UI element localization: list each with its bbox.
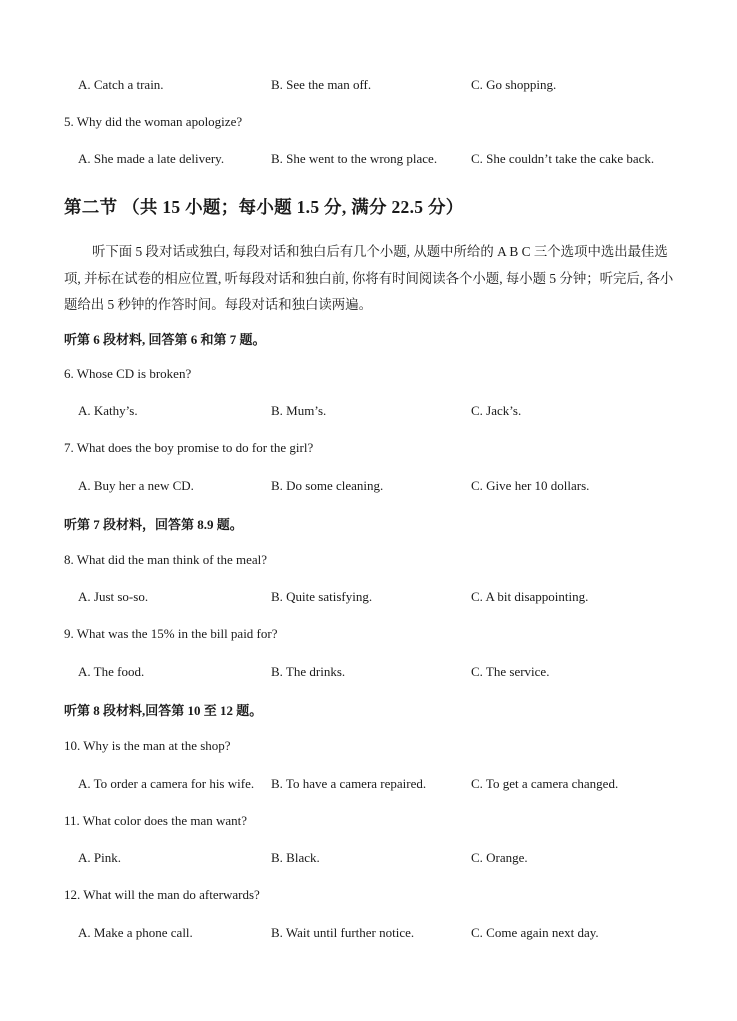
option-c: C. Orange.	[471, 850, 528, 865]
option-a: A. Pink.	[78, 850, 121, 865]
question-9: 9. What was the 15% in the bill paid for?	[64, 626, 278, 641]
question-12: 12. What will the man do afterwards?	[64, 887, 260, 902]
option-c: C. Come again next day.	[471, 925, 599, 940]
question-7: 7. What does the boy promise to do for the girl?	[64, 440, 314, 455]
section-title: 第二节 （共 15 小题；每小题 1.5 分, 满分 22.5 分）	[64, 197, 464, 217]
instructions-paragraph: 听下面 5 段对话或独白, 每段对话和独白后有几个小题, 从题中所给的 A B C 三个选项中选出最佳选项, 并标在试卷的相应位置, 听每段对话和独白前, 你将有时间阅读各个小题, 每小题 5 分钟；听完后, 各小题给出 5 秒钟的作答时间。每段对话和独白读两遍。	[64, 244, 674, 312]
option-c: C. Give her 10 dollars.	[471, 478, 590, 493]
option-a: A. Catch a train.	[78, 77, 164, 92]
option-a: A. Make a phone call.	[78, 925, 193, 940]
option-c: C. She couldn’t take the cake back.	[471, 151, 655, 166]
option-a: A. Buy her a new CD.	[78, 478, 194, 493]
option-a: A. To order a camera for his wife.	[78, 776, 255, 791]
option-b: B. See the man off.	[271, 77, 372, 92]
option-a: A. Kathy’s.	[78, 403, 138, 418]
option-a: A. Just so-so.	[78, 589, 149, 604]
option-c: C. To get a camera changed.	[471, 776, 619, 791]
option-b: B. Mum’s.	[271, 403, 327, 418]
question-6: 6. Whose CD is broken?	[64, 366, 192, 381]
option-c: C. The service.	[471, 664, 550, 679]
option-c: C. Go shopping.	[471, 77, 557, 92]
option-b: B. Do some cleaning.	[271, 478, 384, 493]
option-a: A. The food.	[78, 664, 145, 679]
question-10: 10. Why is the man at the shop?	[64, 738, 231, 753]
material-heading-7: 听第 7 段材料，回答第 8.9 题。	[64, 517, 243, 532]
material-heading-6: 听第 6 段材料, 回答第 6 和第 7 题。	[64, 332, 266, 347]
option-b: B. Wait until further notice.	[271, 925, 415, 940]
option-a: A. She made a late delivery.	[78, 151, 225, 166]
option-c: C. Jack’s.	[471, 403, 522, 418]
question-8: 8. What did the man think of the meal?	[64, 552, 268, 567]
option-b: B. She went to the wrong place.	[271, 151, 438, 166]
option-b: B. The drinks.	[271, 664, 346, 679]
option-b: B. To have a camera repaired.	[271, 776, 427, 791]
question-5: 5. Why did the woman apologize?	[64, 114, 243, 129]
option-b: B. Black.	[271, 850, 320, 865]
option-b: B. Quite satisfying.	[271, 589, 373, 604]
question-11: 11. What color does the man want?	[64, 813, 248, 828]
material-heading-8: 听第 8 段材料,回答第 10 至 12 题。	[64, 703, 263, 718]
option-c: C. A bit disappointing.	[471, 589, 589, 604]
